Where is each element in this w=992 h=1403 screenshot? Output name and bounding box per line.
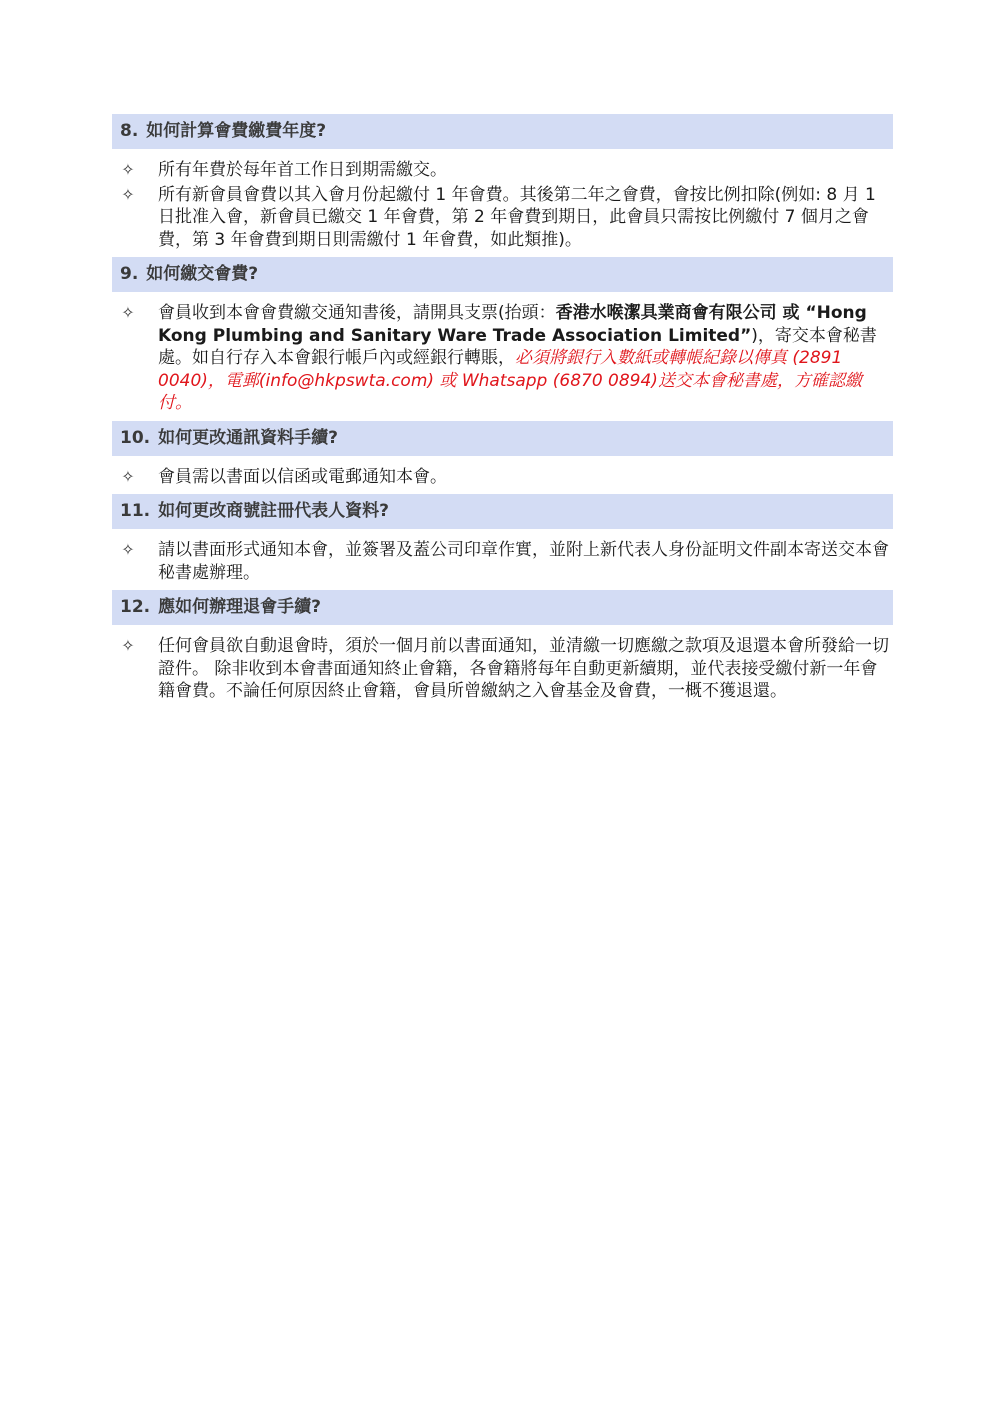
- bullet-list: [112, 466, 893, 489]
- star-bullet-icon: ✧: [121, 160, 135, 179]
- star-bullet-icon: ✧: [121, 184, 135, 204]
- section-title: 如何計算會費繳費年度?: [146, 121, 327, 141]
- section-title: 如何更改通訊資料手續?: [158, 427, 338, 448]
- section-number: 11.: [120, 501, 151, 521]
- item-text: 會員收到本會會費繳交通知書後，請開具支票(抬頭：: [158, 303, 556, 323]
- item-text: 所有新會員會費以其入會月份起繳付 1 年會費。其後第二年之會費，會按比例扣除(例如: 8 月 1 日批准入會，新會員已繳交 1 年會費，第 2 年會費到期日，此會員只需按比例繳付 7 個月之會費，第 3 年會費到期日則需繳付 1 年會費，如此類推)。: [158, 184, 876, 250]
- bullet-list: [112, 302, 893, 415]
- section-heading: [112, 421, 893, 456]
- bullet-list: [112, 539, 893, 584]
- faq-section-8: [112, 114, 893, 251]
- star-bullet-icon: ✧: [121, 636, 135, 655]
- list-item: [112, 539, 893, 584]
- star-bullet-icon: ✧: [121, 303, 135, 322]
- section-number: 10.: [120, 427, 151, 448]
- star-bullet-icon: ✧: [121, 540, 135, 559]
- item-text: 所有年費於每年首工作日到期需繳交。: [158, 160, 447, 180]
- faq-section-9: [112, 257, 893, 415]
- section-heading: [112, 257, 893, 292]
- faq-section-12: [112, 590, 893, 703]
- section-heading: [112, 494, 893, 529]
- list-item: [112, 466, 893, 489]
- faq-section-10: [112, 421, 893, 489]
- item-text: 會員需以書面以信函或電郵通知本會。: [158, 466, 447, 487]
- bullet-list: [112, 159, 893, 251]
- list-item: [112, 184, 893, 252]
- bullet-list: [112, 635, 893, 703]
- list-item: [112, 302, 893, 415]
- item-text: 任何會員欲自動退會時，須於一個月前以書面通知，並清繳一切應繳之款項及退還本會所發給一切證件。 除非收到本會書面通知終止會籍，各會籍將每年自動更新續期，並代表接受繳付新一年會籍會費。不論任何原因終止會籍，會員所曾繳納之入會基金及會費，一概不獲退還。: [158, 636, 889, 701]
- item-text: 請以書面形式通知本會，並簽署及蓋公司印章作實，並附上新代表人身份証明文件副本寄送交本會秘書處辦理。: [158, 540, 889, 583]
- section-title: 如何更改商號註冊代表人資料?: [158, 501, 389, 521]
- section-number: 9.: [120, 264, 139, 284]
- list-item: [112, 635, 893, 703]
- section-number: 12.: [120, 597, 151, 617]
- payment-notice: 必須將銀行入數紙或轉帳紀錄以傳真 (2891 0040)，電郵(info@hkpswta.com) 或 Whatsapp (6870 0894)送交本會秘書處，方確認繳付。: [158, 348, 862, 413]
- faq-section-11: [112, 494, 893, 584]
- section-title: 應如何辦理退會手續?: [158, 597, 321, 617]
- payee-name: 香港水喉潔具業商會有限公司 或 “Hong Kong Plumbing and Sanitary Ware Trade Association Limited”: [158, 303, 867, 346]
- section-heading: [112, 114, 893, 149]
- section-title: 如何繳交會費?: [146, 264, 259, 284]
- section-number: 8.: [120, 121, 139, 141]
- section-heading: [112, 590, 893, 625]
- item-text-continued: )，寄交本會秘書處。如自行存入本會銀行帳戶內或經銀行轉賬，: [158, 325, 877, 368]
- list-item: [112, 159, 893, 182]
- star-bullet-icon: ✧: [121, 466, 135, 486]
- faq-page: [112, 114, 893, 709]
